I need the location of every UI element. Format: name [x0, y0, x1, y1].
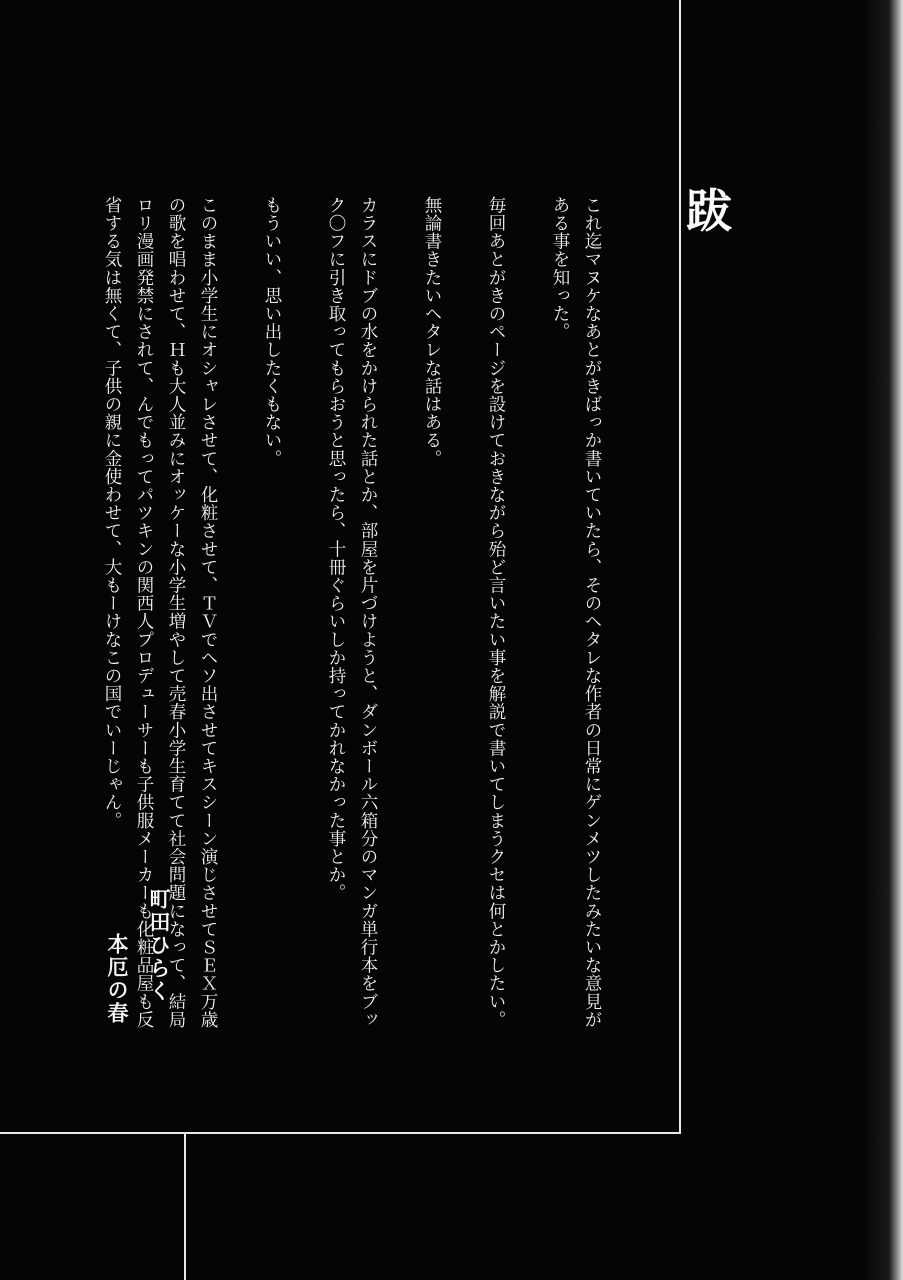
- signature-date: 本厄の春: [105, 933, 130, 1025]
- frame-border-right: [679, 0, 681, 1133]
- paragraph: カラスにドブの水をかけられた話とか、部屋を片づけようと、ダンボール六箱分のマンガ単行本をブック〇フに引き取ってもらおうと思ったら、十冊ぐらいしか持ってかれなかった事とか。: [326, 196, 378, 1029]
- panel-divider: [184, 1134, 186, 1280]
- paragraph: このまま小学生にオシャレさせて、化粧させて、ＴＶでヘソ出させてキスシーン演じさせてＳＥＸ万歳の歌を唱わせて、Ｈも大人並みにオッケーな小学生増やして売春小学生育てて社会問題になって、結局ロリ漫画発禁にされて、んでもってパツキンの関西人プロデューサーも子供服メーカーも化粧品屋も反省する気は無くて、子供の親に金使わせて、大もーけなこの国でいーじゃん。: [102, 196, 218, 1029]
- paper-edge: [868, 0, 903, 1280]
- author-name: 町田ひらく: [147, 888, 172, 1003]
- paragraph: 毎回あとがきのページを設けておきながら殆ど言いたい事を解説で書いてしまうクセは何とかしたい。: [486, 196, 506, 1029]
- page-title: 跋: [686, 184, 732, 238]
- frame-border-bottom: [0, 1132, 681, 1134]
- paragraph: もういい、思い出したくもない。: [262, 196, 282, 468]
- paragraph: これ迄マヌケなあとがきばっか書いていたら、そのヘタレな作者の日常にゲンメツしたみたいな意見がある事を知った。: [550, 196, 602, 1029]
- paragraph: 無論書きたいヘタレな話はある。: [422, 196, 442, 468]
